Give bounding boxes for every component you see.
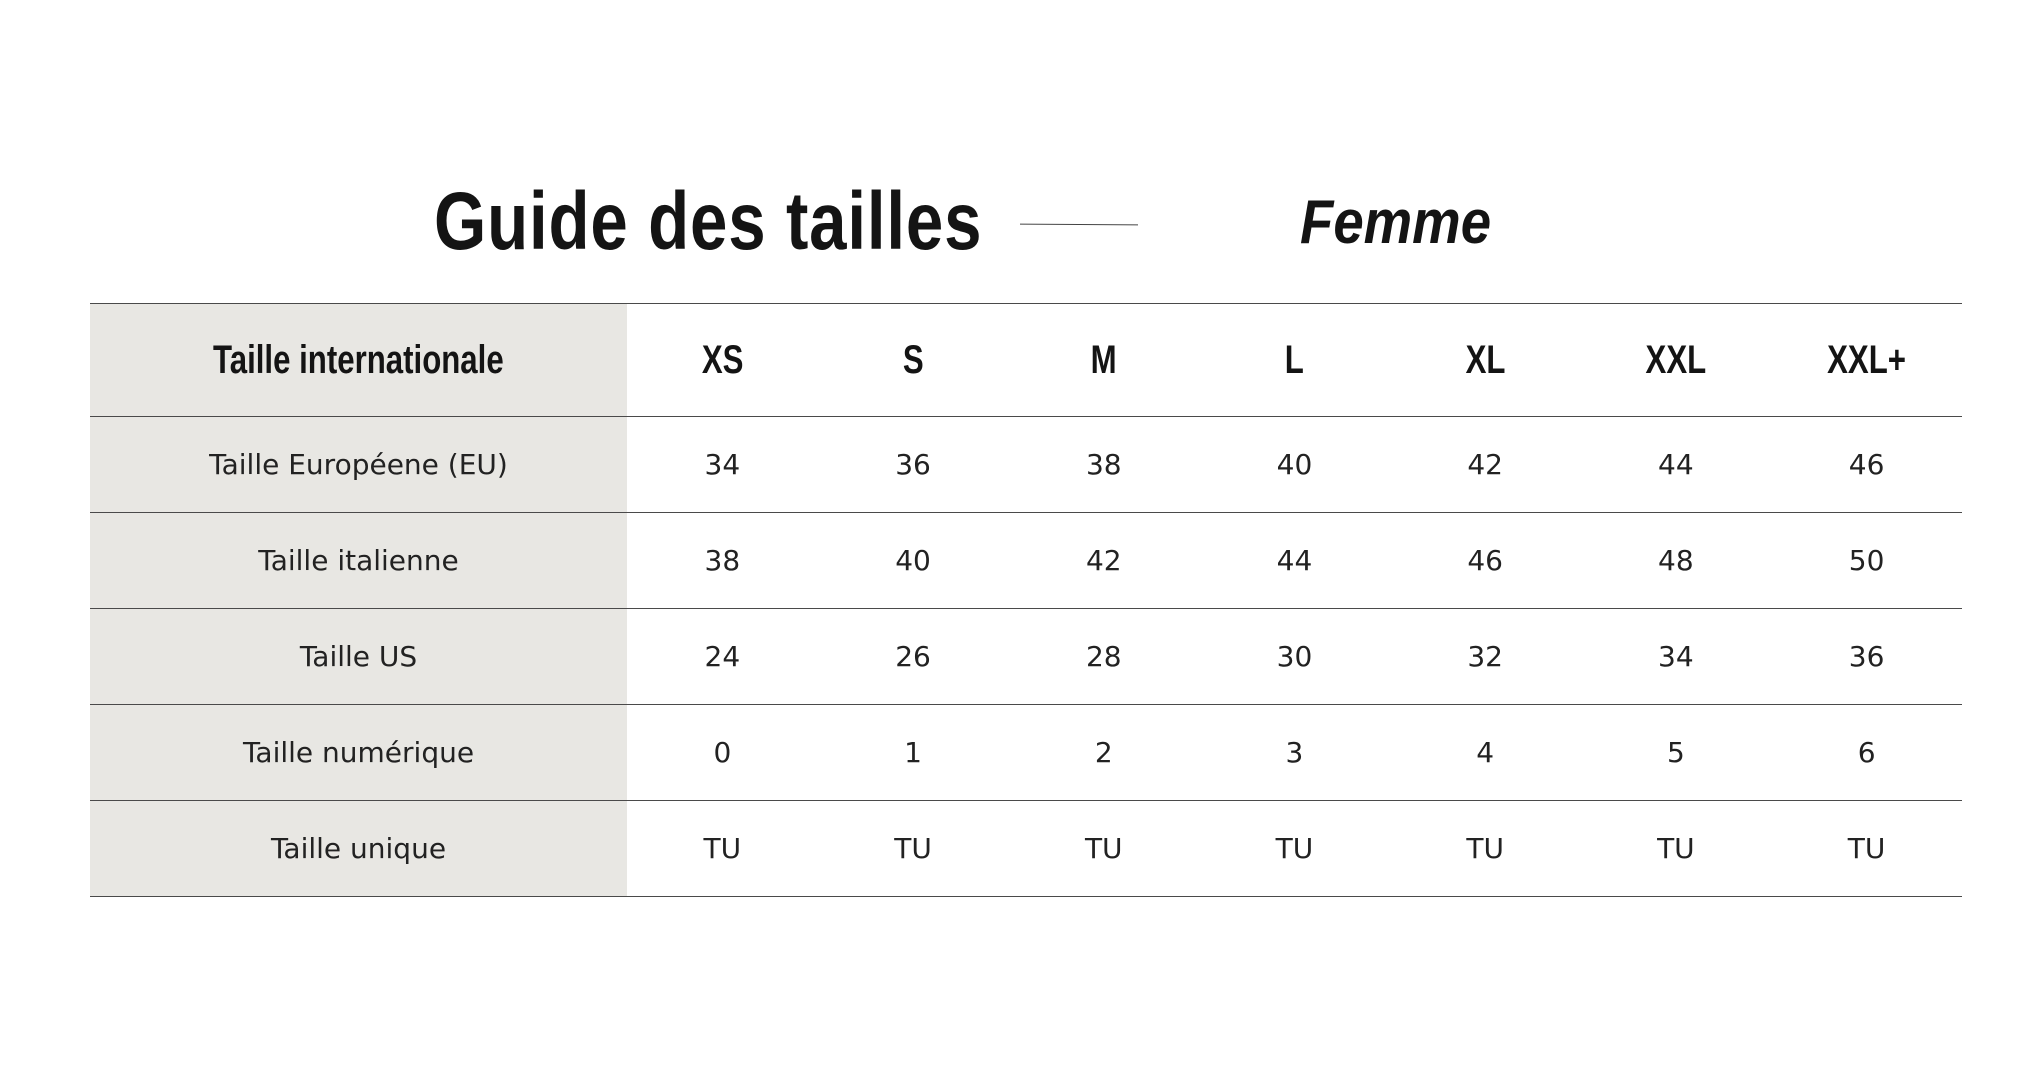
table-row	[90, 801, 1962, 897]
table-cell: TU	[1657, 832, 1695, 865]
size-guide-table	[90, 303, 1962, 897]
table-row	[90, 609, 1962, 705]
row-label-us: Taille US	[90, 609, 627, 705]
header-label: Taille internationale	[213, 337, 504, 382]
size-header-xl: XL	[1465, 337, 1506, 382]
size-header-xxl: XXL	[1645, 337, 1707, 382]
row-label-eu: Taille Européene (EU)	[90, 417, 627, 513]
table-cell: 0	[713, 736, 732, 769]
table-cell: 24	[704, 640, 741, 673]
size-header-l: L	[1284, 337, 1304, 382]
size-header-xs: XS	[701, 337, 744, 382]
table-cell: 26	[895, 640, 931, 673]
table-header-row	[90, 304, 1962, 417]
table-cell: TU	[1466, 832, 1504, 865]
table-cell: 42	[1467, 448, 1503, 481]
table-cell: 48	[1658, 544, 1694, 577]
table-cell: 34	[1658, 640, 1694, 673]
header-label-cell	[90, 304, 627, 417]
row-label-numeric: Taille numérique	[90, 705, 627, 801]
table-row	[90, 705, 1962, 801]
title-divider	[1020, 224, 1138, 226]
table-cell: 1	[904, 736, 922, 769]
table-cell: TU	[1275, 832, 1314, 865]
table-cell: 3	[1285, 736, 1304, 769]
table-cell: 46	[1467, 544, 1503, 577]
size-header-m: M	[1090, 337, 1117, 382]
table-cell: 46	[1848, 448, 1885, 481]
table-cell: 40	[1276, 448, 1313, 481]
page-title: Guide des tailles	[434, 176, 983, 267]
table-cell: 2	[1094, 736, 1113, 769]
table-cell: TU	[1084, 832, 1123, 865]
table-cell: 4	[1476, 736, 1495, 769]
table-cell: TU	[1847, 832, 1886, 865]
row-label-unique: Taille unique	[90, 801, 627, 897]
table-cell: 36	[895, 448, 931, 481]
size-header-xxl-plus: XXL+	[1827, 337, 1907, 382]
table-row	[90, 513, 1962, 609]
table-cell: 42	[1085, 544, 1122, 577]
table-cell: 40	[895, 544, 931, 577]
table-row	[90, 417, 1962, 513]
table-cell: 34	[704, 448, 741, 481]
table-cell: TU	[703, 832, 742, 865]
page-subtitle: Femme	[1300, 188, 1492, 257]
table-cell: 32	[1467, 640, 1503, 673]
size-header-s: S	[902, 337, 924, 382]
table-cell: 38	[704, 544, 741, 577]
table-cell: 44	[1276, 544, 1313, 577]
table-cell: 38	[1085, 448, 1122, 481]
table-cell: TU	[894, 832, 932, 865]
table-cell: 50	[1848, 544, 1885, 577]
table-cell: 28	[1085, 640, 1122, 673]
table-cell: 6	[1857, 736, 1876, 769]
table-cell: 44	[1658, 448, 1694, 481]
table-cell: 5	[1666, 736, 1685, 769]
row-label-italian: Taille italienne	[90, 513, 627, 609]
table-cell: 30	[1276, 640, 1313, 673]
table-cell: 36	[1848, 640, 1885, 673]
